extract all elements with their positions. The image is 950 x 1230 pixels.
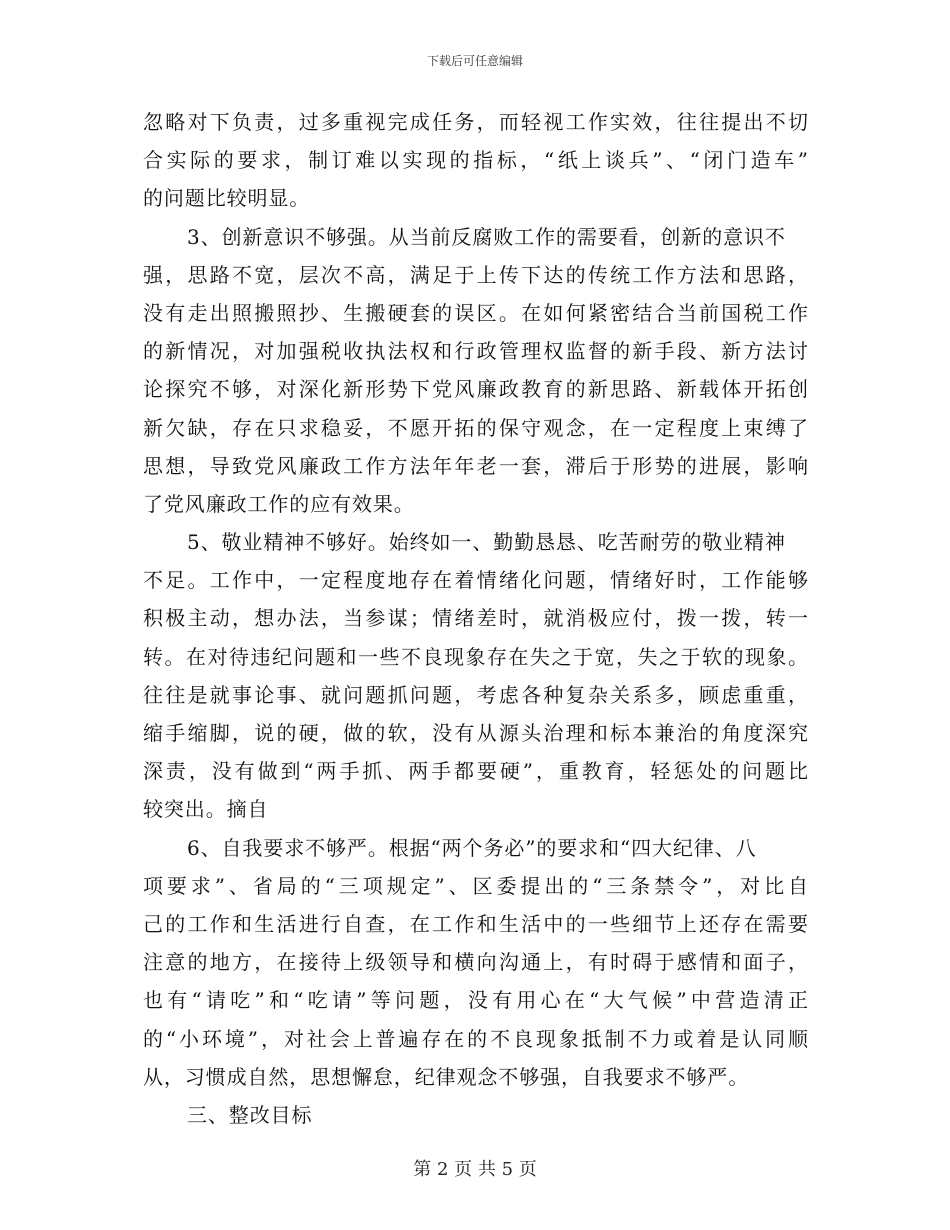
text-line: 积极主动，想办法，当参谋；情绪差时，就消极应付，拨一拨，转一: [143, 606, 808, 631]
text-line: 新欠缺，存在只求稳妥，不愿开拓的保守观念，在一定程度上束缚了: [143, 415, 808, 440]
text-line: 没有走出照搬照抄、生搬硬套的误区。在如何紧密结合当前国税工作: [143, 300, 808, 325]
text-line: 从，习惯成自然，思想懈怠，纪律观念不够强，自我要求不够严。: [143, 1064, 750, 1089]
text-line: 忽略对下负责，过多重视完成任务，而轻视工作实效，往往提出不切: [143, 110, 808, 134]
text-line: 项要求”、省局的“三项规定”、区委提出的“三条禁令”，对比自: [143, 873, 808, 898]
paragraph-first-line: 3、创新意识不够强。从当前反腐败工作的需要看，创新的意识不: [187, 224, 786, 249]
text-line: 缩手缩脚，说的硬，做的软，没有从源头治理和标本兼治的角度深究: [143, 721, 808, 745]
text-line: 的“小环境”，对社会上普遍存在的不良现象抵制不力或着是认同顺: [143, 1026, 808, 1051]
paragraph-first-line: 6、自我要求不够严。根据“两个务必”的要求和“四大纪律、八: [187, 835, 757, 860]
page-number: 第 2 页 共 5 页: [413, 1159, 537, 1180]
page-header-note: 下载后可任意编辑: [426, 54, 523, 68]
text-line: 深责，没有做到“两手抓、两手都要硬”，重教育，轻惩处的问题比: [143, 759, 808, 784]
text-line: 注意的地方，在接待上级领导和横向沟通上，有时碍于感情和面子，: [143, 950, 808, 975]
text-line: 强，思路不宽，层次不高，满足于上传下达的传统工作方法和思路，: [143, 262, 808, 287]
text-line: 也有“请吃”和“吃请”等问题，没有用心在“大气候”中营造清正: [143, 988, 808, 1013]
text-line: 转。在对待违纪问题和一些不良现象存在失之于宽，失之于软的现象。: [143, 644, 808, 669]
text-line: 合实际的要求，制订难以实现的指标，“纸上谈兵”、“闭门造车”: [143, 148, 808, 173]
text-line: 的问题比较明显。: [143, 186, 311, 211]
document-body: [143, 103, 808, 1134]
section-heading: 三、整改目标: [187, 1102, 313, 1127]
text-line: 往往是就事论事、就问题抓问题，考虑各种复杂关系多，顾虑重重，: [143, 682, 808, 707]
text-line: 思想，导致党风廉政工作方法年年老一套，滞后于形势的进展，影响: [143, 453, 808, 478]
text-line: 论探究不够，对深化新形势下党风廉政教育的新思路、新载体开拓创: [143, 377, 808, 402]
paragraph-first-line: 5、敬业精神不够好。始终如一、勤勤恳恳、吃苦耐劳的敬业精神: [187, 530, 786, 555]
text-line: 不足。工作中，一定程度地存在着情绪化问题，情绪好时，工作能够: [143, 568, 808, 593]
text-line: 了党风廉政工作的应有效果。: [143, 491, 415, 516]
text-line: 较突出。摘自: [143, 797, 269, 822]
text-line: 己的工作和生活进行自查，在工作和生活中的一些细节上还存在需要: [143, 911, 808, 936]
text-line: 的新情况，对加强税收执法权和行政管理权监督的新手段、新方法讨: [143, 339, 808, 364]
